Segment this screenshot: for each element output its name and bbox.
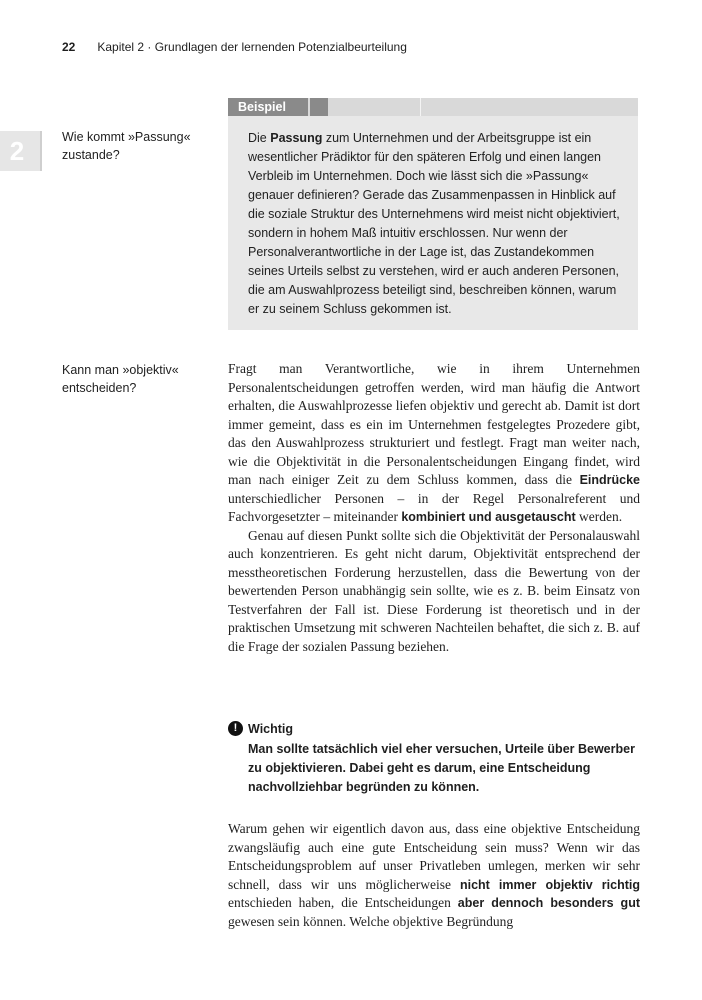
margin-note-objektiv: Kann man »objektiv« entscheiden? xyxy=(62,363,179,395)
exclamation-icon: ! xyxy=(228,721,243,736)
page-number: 22 xyxy=(62,40,76,54)
chapter-tab-number: 2 xyxy=(9,136,25,166)
p1-bold-eindruecke: Eindrücke xyxy=(579,473,640,487)
p3-text-c: gewesen sein können. Welche objektive Begründung xyxy=(228,913,514,929)
beispiel-header-bar xyxy=(228,98,638,116)
p1-text-b: unterschiedlicher Personen – in der Regel Personalreferent und Fachvorgesetzter – miteinander xyxy=(228,490,640,524)
beispiel-header-divider xyxy=(420,98,421,116)
wichtig-text: Man sollte tatsächlich viel eher versuchen, Urteile über Bewerber zu objektivieren. Dabei geht es darum, eine Entscheidung nachvollziehbar begründen zu können. xyxy=(248,742,635,794)
beispiel-text xyxy=(248,129,628,319)
beispiel-text-start: Die xyxy=(248,131,271,145)
margin-note-passung: Wie kommt »Passung« zustande? xyxy=(62,130,191,162)
beispiel-box xyxy=(228,98,638,330)
p3-text-a: Warum gehen wir eigentlich davon aus, dass eine objektive Entscheidung zwangsläufig auch eine gute Entscheidung sein muss? Wenn wir das Entscheidungsproblem auf unser Privatleben umlegen, merken wir sehr schnell, dass wir uns möglicherweise xyxy=(228,821,640,892)
chapter-title: Kapitel 2 · Grundlagen der lernenden Potenzialbeurteilung xyxy=(97,40,407,54)
running-header xyxy=(62,40,407,54)
wichtig-title: Wichtig xyxy=(248,722,294,736)
beispiel-bold-term: Passung xyxy=(270,131,323,145)
paragraph-2: Genau auf diesen Punkt sollte sich die Objektivität der Personalauswahl auch konzentrieren. Es geht nicht darum, Objektivität entsprechend der messtheoretischen Forderung herzustellen, dass die Bewertung von der bewertenden Person unabhängig sein sollte, wie es z. B. beim Einsatz von Testverfahren der Fall ist. Diese Forderung ist theoretisch und in der praktischen Umsetzung mit schweren Nachteilen behaftet, die sich z. B. auf die Frage der sozialen Passung beziehen. xyxy=(228,527,640,654)
body-text-bottom xyxy=(228,820,640,931)
p1-text-c: werden. xyxy=(575,509,623,524)
beispiel-text-rest: zum Unternehmen und der Arbeitsgruppe ist ein wesentlicher Prädiktor für den späteren Erfolg und einen langen Verbleib im Unternehmen. Doch wie lässt sich die »Passung« genauer definieren? Gerade das Zusammenpassen in Hinblick auf die soziale Struktur des Unternehmens wird meist nicht objektiviert, sondern in hohem Maß intuitiv erschlossen. Nur wenn der Personalverantwortliche in der Lage ist, das Zustandekommen seines Urteils selbst zu verstehen, wird er auch anderen Personen, die am Auswahlprozess beteiligt sind, beschreiben können, warum er zu seinem Schluss gekommen ist. xyxy=(248,131,620,316)
p3-bold-nicht-objektiv: nicht immer objektiv richtig xyxy=(459,877,640,892)
chapter-tab xyxy=(0,131,42,171)
p3-text-b: entschieden haben, die Entscheidungen xyxy=(228,895,458,910)
p3-bold-dennoch-gut: aber dennoch besonders gut xyxy=(457,896,640,910)
body-text-main xyxy=(228,360,640,656)
beispiel-label: Beispiel xyxy=(228,98,308,116)
beispiel-header-block xyxy=(310,98,328,116)
p1-bold-kombiniert: kombiniert und ausgetauscht xyxy=(401,510,576,524)
p1-text-a: Fragt man Verantwortliche, wie in ihrem Unternehmen Personalentscheidungen getroffen werden, wird man häufig die Antwort erhalten, die Auswahlprozesse liefen objektiv und gerecht ab. Damit ist dort immer gemeint, dass es ein im Unternehmen festgelegtes Prozedere gibt, das den Auswahlprozess strukturiert und festlegt. Fragt man weiter nach, wie die Objektivität in die Personalentscheidungen Eingang findet, wird man nach einiger Zeit zu dem Schluss kommen, dass die xyxy=(228,361,640,487)
paragraph-1 xyxy=(228,360,640,527)
